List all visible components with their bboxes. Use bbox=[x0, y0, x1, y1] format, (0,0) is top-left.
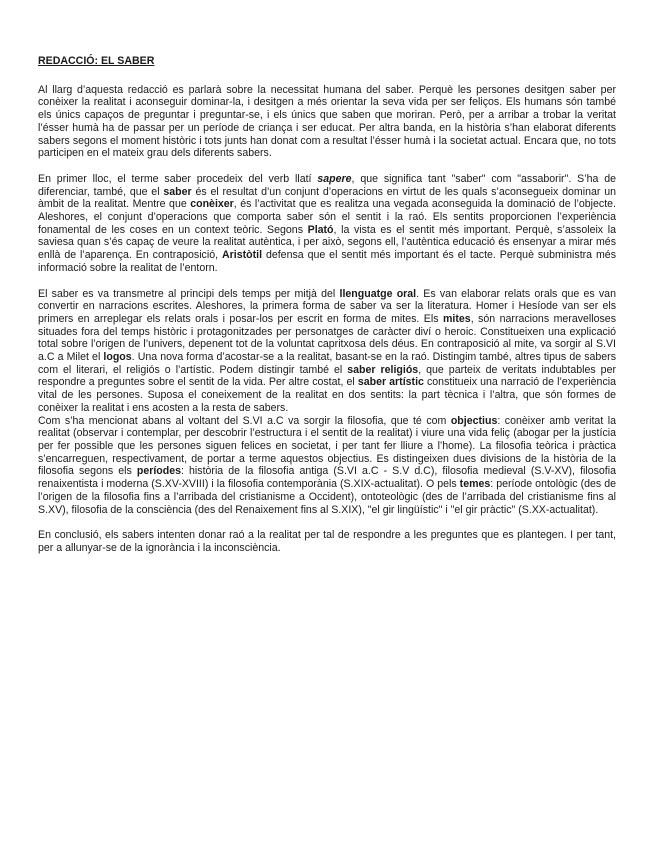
text-run: constitueix una narració de l’experiència vital de les persones. Suposa el coneixement de la realitat en dos sentits: la part tècnica i l’altra, que són formes de conèixer la realitat i ens acosten a la resta de sabers. bbox=[38, 376, 616, 414]
emphasis-objectius: objectius bbox=[450, 414, 498, 427]
text-run: El saber es va transmetre al principi dels temps per mitjà del bbox=[38, 287, 340, 300]
emphasis-logos: logos bbox=[103, 351, 132, 364]
paragraph-intro: Al llarg d’aquesta redacció es parlarà sobre la necessitat humana del saber. Perquè les persones desitgen saber per conèixer la realitat i aconseguir dominar-la, i desitgen a més orientar la seva vida per ser feliços. Els humans són també els únics capaços de preguntar i preguntar-se, i els únics que saben que moriran. Però, per a arribar a trobar la veritat l’ésser humà ha de passar per un període de criança i ser educat. Per altra banda, en la història s’han elaborat diferents sabers segons el moment històric i tots junts han donat com a resultat l’ésser humà i la societat actual. Encara que, no tots participen en el mateix grau dels diferents sabers. bbox=[38, 83, 616, 160]
text-run: . Una nova forma d’acostar-se a la realitat, basant-se en la raó. Distingim també, altres tipus de sabers com el literari, el religiós o l’artístic. Podem distingir també el bbox=[38, 351, 616, 376]
text-run: , són narracions meravelloses situades fora del temps històric i protagonitzades per personatges de caràcter diví o heroic. Constitueixen una explicació total sobre l’origen de l’univers, depenent tot de la voluntat capritxosa dels déus. En contraposició al mite, va sorgir al S.VI a.C a Milet el bbox=[38, 312, 616, 364]
emphasis-temes: temes bbox=[459, 478, 491, 491]
paragraph-transmission bbox=[38, 288, 616, 415]
emphasis-saber-religios: saber religiós bbox=[347, 363, 419, 376]
paragraph-philosophy bbox=[38, 415, 616, 517]
text-run: Com s’ha mencionat abans al voltant del S.VI a.C va sorgir la filosofia, que té com bbox=[38, 414, 451, 427]
emphasis-saber: saber bbox=[163, 185, 192, 198]
text-run: : història de la filosofia antiga (S.VI a.C - S.V d.C), filosofia medieval (S.V-XV), filosofia renaixentista i moderna (S.XV-XVIII) i la filosofia contemporània (S.XIX-actualitat). O pels bbox=[38, 465, 616, 491]
text-run: , que parteix de veritats indubtables per respondre a preguntes sobre el sentit de la vida. Per altre costat, el bbox=[38, 363, 616, 389]
text-run: defensa que el sentit més important és el tacte. Perquè subministra més informació sobre la realitat de l’entorn. bbox=[38, 249, 616, 274]
text-run: , que significa tant "saber" com "assaborir". S’ha de diferenciar, també, que el bbox=[38, 172, 616, 198]
emphasis-coneixer: conèixer bbox=[190, 198, 234, 211]
text-run: . Es van elaborar relats orals que es van convertir en narracions escrites. Aleshores, la primera forma de saber va ser la literatura. Homer i Hesíode van ser els primers en arreplegar els relats orals i posar-los per escrit en forma de mites. Els bbox=[38, 287, 616, 325]
emphasis-sapere: sapere bbox=[317, 172, 352, 185]
emphasis-aristotil: Aristòtil bbox=[221, 249, 263, 262]
paragraph-conclusion: En conclusió, els sabers intenten donar raó a la realitat per tal de respondre a les preguntes que es plantegen. I per tant, per a allunyar-se de la ignorància i la inconsciència. bbox=[38, 529, 616, 554]
text-run: és el resultat d’un conjunt d’operacions en virtut de les quals s’aconsegueix dominar un àmbit de la realitat. Mentre que bbox=[38, 185, 616, 211]
text-run: En primer lloc, el terme saber procedeix del verb llatí bbox=[38, 172, 318, 185]
paragraph-definition bbox=[38, 173, 616, 275]
text-run: : període ontològic (des de l’origen de la filosofia fins a l’arribada del cristianisme a Occident), ontoteològic (des de l’arribada del cristianisme fins al S.XV), filosofia de la consciència (des del Renaixement fins al S.XIX), "el gir lingüístic" i "el gir pràctic" (S.XX-actualitat). bbox=[38, 478, 616, 516]
document-title: REDACCIÓ: EL SABER bbox=[38, 55, 155, 67]
emphasis-plato: Plató bbox=[307, 223, 334, 236]
emphasis-llenguatge-oral: llenguatge oral bbox=[339, 287, 417, 300]
text-run: , és l’activitat que es realitza una vegada aconseguida la dominació de l’objecte. Aleshores, el conjunt d’operacions que comporta saber són el sentit i la raó. Els sentits proporcionen l’experiència fonamental de les coses en un context teòric. Segons bbox=[38, 198, 616, 236]
text-run: , la vista es el sentit més important. Perquè, s’assoleix la saviesa quan s’és capaç de veure la realitat autèntica, i per això, segons ell, l’autèntica educació és ensenyar a mirar més enllà de l’aparença. En contraposició, bbox=[38, 223, 616, 262]
document-page bbox=[38, 55, 616, 568]
text-run: : conèixer amb veritat la realitat (observar i contemplar, per descobrir l’estructura i el sentit de la realitat) i viure una vida feliç (abogar per la justícia per fer possible que les persones siguen felices en societat, i per tant fer lliure a l’home). La filosofia teòrica i pràctica s’encarreguen, respectivament, de portar a terme aquestos objectius. Es distingeixen dues divisions de la història de la filosofia segons els bbox=[38, 414, 616, 478]
emphasis-periodes: períodes bbox=[136, 465, 182, 478]
emphasis-saber-artistic: saber artístic bbox=[357, 376, 424, 389]
emphasis-mites: mites bbox=[443, 312, 471, 325]
